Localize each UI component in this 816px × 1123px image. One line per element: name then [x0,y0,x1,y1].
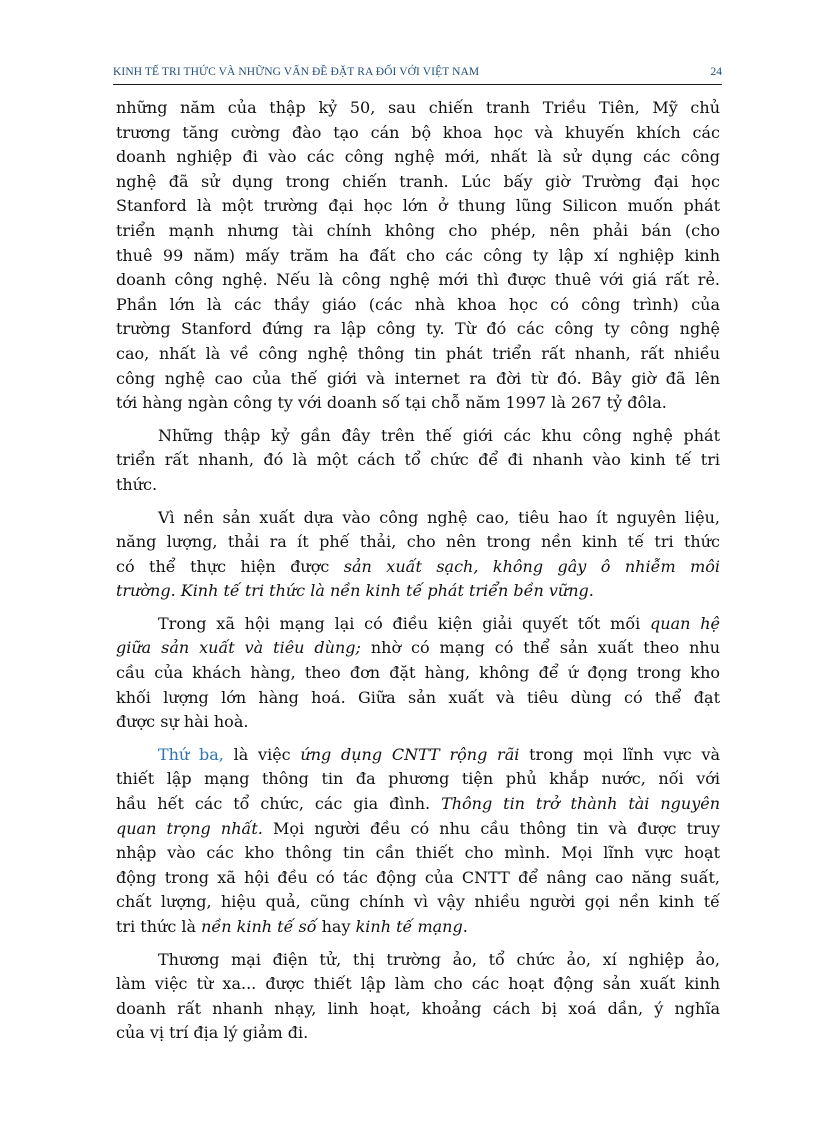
text-line: doanh nghiệp đi vào các công nghệ mới, nhất là sử dụng các công [116,147,720,167]
text-run: Mọi người đều có nhu cầu thông tin và được truy [262,818,720,838]
text-run: tri thức là [116,917,202,936]
text-line: được sự hài hoà. [116,712,249,732]
emphasis-text: nền kinh tế số [201,917,317,936]
paragraph-6 [116,948,720,1046]
text-run: Trong xã hội mạng lại có điều kiện giải quyết tốt mối [158,613,651,633]
text-run: hầu hết các tổ chức, các gia đình. [116,794,442,814]
text-line: Phần lớn là các thầy giáo (các nhà khoa học có công trình) của [116,294,720,314]
text-line: động trong xã hội đều có tác động của CNTT để nâng cao năng suất, [116,867,720,887]
emphasis-text: quan hệ [650,613,721,633]
text-line: doanh rất nhanh nhạy, linh hoạt, khoảng cách bị xoá dần, ý nghĩa [116,998,720,1018]
text-line: cao, nhất là về công nghệ thông tin phát triển rất nhanh, rất nhiều [116,343,720,363]
paragraph-2 [116,424,720,498]
text-line: những năm của thập kỷ 50, sau chiến tranh Triều Tiên, Mỹ chủ [116,98,720,117]
text-line: trương tăng cường đào tạo cán bộ khoa học và khuyến khích các [116,122,720,142]
running-title: KINH TẾ TRI THỨC VÀ NHỮNG VẤN ĐỀ ĐẶT RA ĐỐI VỚI VIỆT NAM [113,66,480,78]
text-line [116,743,720,768]
emphasis-text: ứng dụng CNTT rộng rãi [300,744,520,764]
page-body [116,96,720,1054]
text-line: triển mạnh nhưng tài chính không cho phép, nên phải bán (cho [116,220,720,240]
text-line [116,636,720,661]
emphasis-text: kinh tế mạng [355,917,463,936]
paragraph-5 [116,743,720,940]
section-marker: Thứ ba, [158,744,224,764]
emphasis-text: giữa sản xuất và tiêu dùng; [116,638,361,658]
paragraph-3 [116,506,720,604]
page-header [113,64,722,85]
text-line: cầu của khách hàng, theo đơn đặt hàng, không để ứ đọng trong kho [116,663,720,683]
text-line: nhập vào các kho thông tin cần thiết cho mình. Mọi lĩnh vực hoạt [116,843,720,863]
text-run: nhờ có mạng có thể sản xuất theo nhu [360,638,720,658]
text-run: là việc [223,744,301,764]
text-line [116,817,720,842]
text-line [116,612,720,637]
paragraph-4 [116,612,720,735]
text-run: hay [316,917,356,936]
text-line: khối lượng lớn hàng hoá. Giữa sản xuất và tiêu dùng có thể đạt [116,687,720,707]
text-line: trường Stanford đứng ra lập công ty. Từ đó các công ty công nghệ [116,319,720,339]
text-line: năng lượng, thải ra ít phế thải, cho nên trong nền kinh tế tri thức [116,532,720,552]
text-line: công nghệ cao của thế giới và internet ra đời từ đó. Bây giờ đã lên [116,368,720,388]
text-run: có thể thực hiện được [116,556,344,576]
emphasis-text: sản xuất sạch, không gây ô nhiễm môi [343,556,721,576]
text-line: nghệ đã sử dụng trong chiến tranh. Lúc bấy giờ Trường đại học [116,171,720,191]
text-line: thuê 99 năm) mấy trăm ha đất cho các công ty lập xí nghiệp kinh [116,245,720,265]
text-line: của vị trí địa lý giảm đi. [116,1023,309,1043]
text-line [116,555,720,580]
text-line: thiết lập mạng thông tin đa phương tiện phủ khắp nước, nối với [116,769,720,789]
text-run: trong mọi lĩnh vực và [519,744,721,764]
text-line: triển rất nhanh, đó là một cách tổ chức để đi nhanh vào kinh tế tri [116,450,720,470]
text-line [116,792,720,817]
text-line: tới hàng ngàn công ty với doanh số tại chỗ năm 1997 là 267 tỷ đôla. [116,393,667,413]
paragraph-1 [116,96,720,416]
emphasis-text: Thông tin trở thành tài nguyên [441,794,721,814]
text-line: thức. [116,474,158,494]
text-line: Stanford là một trường đại học lớn ở thung lũng Silicon muốn phát [116,196,720,216]
text-line: chất lượng, hiệu quả, cũng chính vì vậy nhiều người gọi nền kinh tế [116,892,720,912]
text-line: Những thập kỷ gần đây trên thế giới các khu công nghệ phát [158,425,720,445]
text-line [116,915,720,940]
text-line: Thương mại điện tử, thị trường ảo, tổ chức ảo, xí nghiệp ảo, [158,949,720,969]
text-line: doanh công nghệ. Nếu là công nghệ mới thì được thuê với giá rất rẻ. [116,270,720,290]
text-line: làm việc từ xa... được thiết lập làm cho các hoạt động sản xuất kinh [116,974,720,994]
page-number: 24 [710,66,722,78]
text-line: Vì nền sản xuất dựa vào công nghệ cao, tiêu hao ít nguyên liệu, [158,507,720,527]
emphasis-text: quan trọng nhất. [116,818,263,838]
text-run: . [462,917,468,936]
emphasis-line: trường. Kinh tế tri thức là nền kinh tế phát triển bền vững. [116,581,594,601]
